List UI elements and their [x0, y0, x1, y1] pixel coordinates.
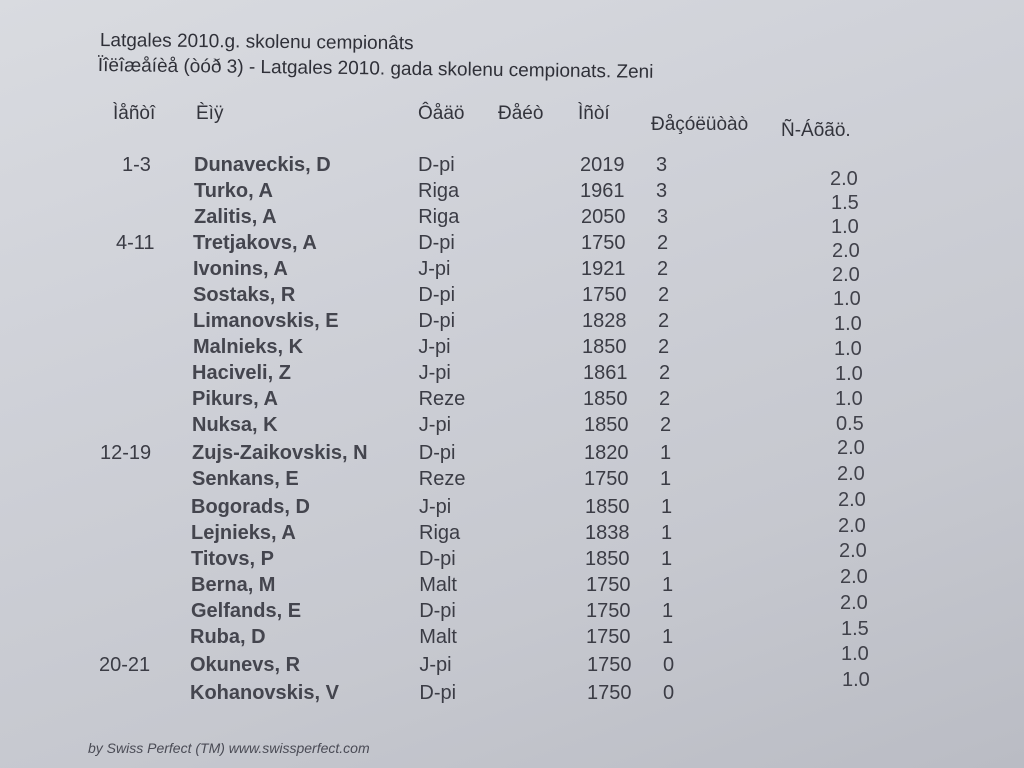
club-cell: J-pi: [418, 336, 451, 358]
club-cell: J-pi: [418, 258, 451, 280]
table-row: [0, 258, 1024, 284]
buchholz-cell: 2.0: [837, 463, 865, 485]
player-name: Bogorads, D: [191, 496, 310, 518]
buchholz-cell: 2.0: [838, 489, 866, 511]
table-row: [0, 284, 1024, 310]
rating-cell: 1850: [584, 414, 629, 436]
score-cell: 0: [663, 682, 675, 704]
score-cell: 2: [658, 336, 670, 358]
score-cell: 2: [660, 414, 672, 436]
player-name: Malnieks, K: [193, 336, 304, 358]
place-cell: 12-19: [100, 442, 152, 464]
rating-cell: 2019: [580, 154, 625, 176]
player-name: Berna, M: [191, 574, 276, 596]
score-cell: 1: [661, 548, 673, 570]
place-cell: 1-3: [122, 154, 151, 176]
score-cell: 2: [658, 310, 670, 332]
club-cell: D-pi: [418, 284, 456, 306]
player-name: Titovs, P: [191, 548, 274, 570]
page-subtitle: Ïîëîæåíèå (òóð 3) - Latgales 2010. gada skolenu cempionats. Zeni: [97, 55, 654, 83]
rating-cell: 1838: [585, 522, 630, 544]
player-name: Sostaks, R: [193, 284, 296, 306]
header-buchholz: Ñ-Áõãö.: [781, 120, 851, 141]
table-row: [0, 232, 1024, 262]
table-row: [0, 515, 1024, 548]
buchholz-cell: 2.0: [840, 592, 868, 614]
header-rating: Ìñòí: [578, 103, 610, 124]
rating-cell: 1750: [586, 574, 631, 596]
header-score: Ðåçóëüòàò: [651, 114, 749, 135]
club-cell: Malt: [419, 574, 457, 596]
buchholz-cell: 2.0: [832, 240, 860, 262]
buchholz-cell: 2.0: [832, 264, 860, 286]
table-row: [0, 669, 1024, 708]
score-cell: 2: [659, 362, 671, 384]
player-name: Limanovskis, E: [193, 310, 339, 332]
rating-cell: 1750: [584, 468, 629, 490]
club-cell: D-pi: [418, 154, 455, 176]
header-name: Èìÿ: [196, 103, 224, 124]
rating-cell: 1828: [582, 310, 627, 332]
player-name: Gelfands, E: [191, 600, 302, 622]
club-cell: J-pi: [419, 496, 452, 518]
score-cell: 1: [662, 574, 674, 596]
buchholz-cell: 2.0: [839, 540, 867, 562]
club-cell: Malt: [419, 626, 457, 648]
club-cell: D-pi: [418, 310, 456, 332]
player-name: Dunaveckis, D: [194, 154, 331, 176]
club-cell: Riga: [418, 206, 460, 228]
club-cell: D-pi: [419, 548, 456, 570]
player-name: Okunevs, R: [190, 654, 301, 676]
rating-cell: 1850: [585, 496, 630, 518]
club-cell: Reze: [418, 468, 466, 490]
rating-cell: 1820: [584, 442, 629, 464]
player-name: Lejnieks, A: [191, 522, 296, 544]
table-row: [0, 463, 1024, 494]
buchholz-cell: 1.0: [834, 313, 862, 335]
player-name: Pikurs, A: [192, 388, 278, 410]
table-row: [0, 414, 1024, 440]
buchholz-cell: 1.0: [833, 288, 861, 310]
score-cell: 3: [656, 180, 668, 202]
buchholz-cell: 1.0: [831, 216, 859, 238]
table-row: [0, 362, 1024, 388]
player-name: Kohanovskis, V: [190, 682, 339, 704]
buchholz-cell: 2.0: [838, 515, 866, 537]
club-cell: Riga: [419, 522, 461, 544]
buchholz-cell: 1.0: [835, 388, 863, 410]
buchholz-cell: 1.5: [841, 618, 869, 640]
table-row: [0, 618, 1024, 652]
score-cell: 3: [657, 206, 669, 228]
player-name: Nuksa, K: [192, 414, 278, 436]
table-row: [0, 310, 1024, 336]
buchholz-cell: 1.0: [842, 669, 870, 691]
player-name: Tretjakovs, A: [193, 232, 317, 254]
header-rating-fide: Ðåéò: [498, 103, 544, 124]
rating-cell: 1750: [582, 284, 627, 306]
rating-cell: 1750: [586, 626, 631, 648]
club-cell: J-pi: [419, 654, 452, 676]
score-cell: 2: [657, 232, 669, 254]
table-row: [0, 643, 1024, 680]
rating-cell: 1850: [582, 336, 627, 358]
buchholz-cell: 0.5: [836, 413, 864, 435]
rating-cell: 1850: [583, 388, 628, 410]
player-name: Ivonins, A: [193, 258, 288, 280]
table-row: [0, 180, 1024, 214]
buchholz-cell: 2.0: [830, 168, 858, 190]
table-row: [0, 336, 1024, 362]
table-row: [0, 206, 1024, 238]
score-cell: 1: [661, 496, 673, 518]
table-row: [0, 540, 1024, 574]
score-cell: 3: [656, 154, 668, 176]
table-row: [0, 592, 1024, 626]
club-cell: J-pi: [418, 362, 451, 384]
score-cell: 1: [660, 468, 672, 490]
player-name: Haciveli, Z: [192, 362, 291, 384]
club-cell: J-pi: [418, 414, 452, 436]
club-cell: Reze: [418, 388, 466, 410]
table-row: [0, 489, 1024, 522]
table-row: [0, 437, 1024, 468]
club-cell: D-pi: [418, 442, 456, 464]
buchholz-cell: 2.0: [840, 566, 868, 588]
score-cell: 2: [659, 388, 671, 410]
table-row: [0, 388, 1024, 414]
header-place: Ìåñòî: [113, 103, 156, 124]
rating-cell: 1750: [581, 232, 626, 254]
buchholz-cell: 1.5: [831, 192, 859, 214]
page-title: Latgales 2010.g. skolenu cempionâts: [99, 30, 414, 55]
rating-cell: 1750: [587, 654, 632, 676]
place-cell: 4-11: [116, 232, 155, 254]
score-cell: 1: [662, 600, 674, 622]
buchholz-cell: 1.0: [841, 643, 869, 665]
score-cell: 1: [660, 442, 672, 464]
rating-cell: 1750: [587, 682, 632, 704]
table-row: [0, 566, 1024, 600]
buchholz-cell: 1.0: [834, 338, 862, 360]
rating-cell: 2050: [581, 206, 626, 228]
player-name: Zujs-Zaikovskis, N: [192, 442, 368, 464]
buchholz-cell: 2.0: [837, 437, 865, 459]
club-cell: D-pi: [419, 600, 456, 622]
club-cell: D-pi: [419, 682, 457, 704]
score-cell: 0: [663, 654, 675, 676]
player-name: Zalitis, A: [194, 206, 277, 228]
table-row: [0, 154, 1024, 190]
rating-cell: 1921: [581, 258, 626, 280]
footer-credit: by Swiss Perfect (TM) www.swissperfect.com: [88, 740, 370, 756]
score-cell: 1: [661, 522, 673, 544]
score-cell: 2: [657, 258, 669, 280]
rating-cell: 1850: [585, 548, 630, 570]
score-cell: 1: [662, 626, 674, 648]
score-cell: 2: [658, 284, 670, 306]
club-cell: D-pi: [418, 232, 455, 254]
rating-cell: 1861: [583, 362, 628, 384]
club-cell: Riga: [418, 180, 460, 202]
player-name: Senkans, E: [192, 468, 299, 490]
player-name: Turko, A: [194, 180, 273, 202]
player-name: Ruba, D: [190, 626, 266, 648]
rating-cell: 1750: [586, 600, 631, 622]
buchholz-cell: 1.0: [835, 363, 863, 385]
header-club: Ôåäö: [418, 103, 465, 124]
place-cell: 20-21: [99, 654, 151, 676]
rating-cell: 1961: [580, 180, 625, 202]
